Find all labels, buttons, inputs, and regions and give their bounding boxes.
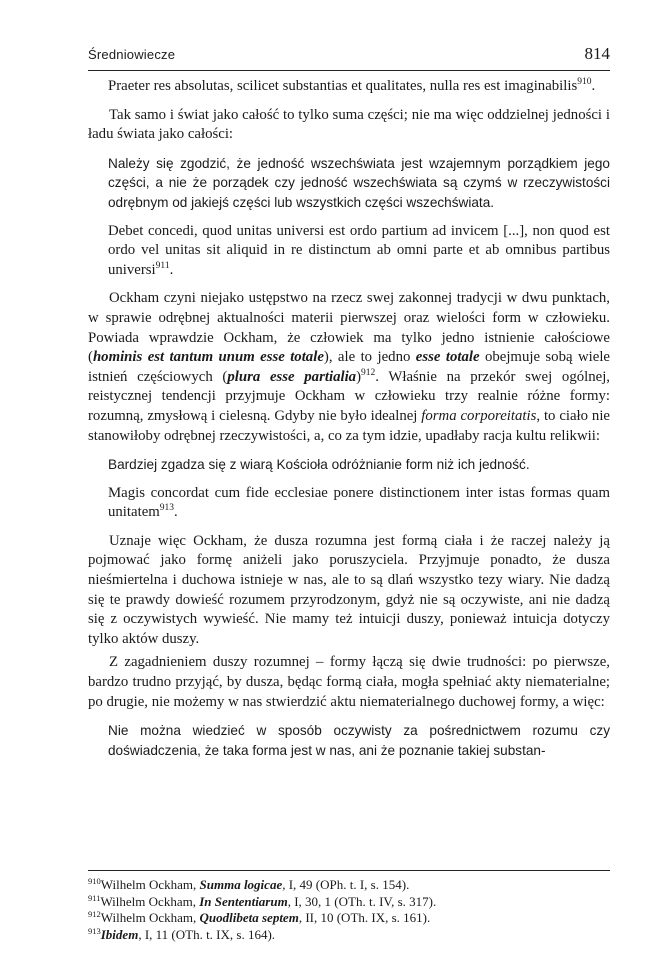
footnote-911: $^{911}$Wilhelm Ockham, In Sententiarum, I, 30, 1 (OTh. t. IV, s. 317). [88, 892, 437, 909]
latin-term: esse totale [415, 349, 480, 366]
paragraph-ockham-concession: Ockham czyni niejako ustępstwo na rzecz swej zakonnej tradycji w dwu punktach, w sprawie odrębnej aktualności materii pierwszej oraz wielości form w człowieku. Powiada wprawdzie Ockham, że człowiek ma tylko jedno istnienie całościowe (hominis est tantum unum esse totale), ale to jedno esse totale obejmuje sobą wiele istnień częściowych (plura esse partialia)$^{912}$. Właśnie na przekór swej ogólnej, reistycznej tendencji przyjmuje Ockham w człowieku trzy realnie różne formy: rozumną, zmysłową i cielesną. Gdyby nie było idealnej forma corporeitatis, to ciało nie stanowiłoby odrębnej rzeczywistości, a, co za tym idzie, upadłaby racja kultu relikwii: [88, 290, 611, 444]
footnote-913: $^{913}$Ibidem, I, 11 (OTh. t. IX, s. 164). [88, 925, 276, 942]
body-text [88, 77, 610, 760]
latin-quote-3: Magis concordat cum fide ecclesiae ponere distinctionem inter istas formas quam unitatem$^{913}$. [108, 484, 610, 521]
polish-quote-3: Nie można wiedzieć w sposób oczywisty za pośrednictwem rozumu czy doświadczenia, że taka forma jest w nas, ani że poznanie takiej substan- [108, 723, 610, 758]
paragraph-two-difficulties: Z zagadnieniem duszy rozumnej – formy łączą się dwie trudności: po pierwsze, bardzo trudno przyjąć, by dusza, będąc formą ciała, mogła spełniać akty niematerialne; po drugie, nie możemy w nas stwierdzić aktu niematerialnego duchowej formy, a więc: [88, 654, 610, 710]
latin-term: hominis est tantum unum esse totale [92, 349, 324, 366]
footnote-ref-911[interactable]: 911 [155, 260, 170, 271]
page-header [88, 44, 610, 71]
polish-quote-2: Bardziej zgadza się z wiarą Kościoła odróżnianie form niż ich jedność. [108, 457, 530, 473]
latin-quote-1: Praeter res absolutas, scilicet substantias et qualitates, nulla res est imaginabilis$^{910}$. [108, 77, 596, 94]
footnote-912: $^{912}$Wilhelm Ockham, Quodlibeta septem, II, 10 (OTh. IX, s. 161). [88, 909, 431, 925]
latin-term: plura esse partialia [227, 368, 357, 385]
latin-term: forma corporeitatis [421, 407, 537, 424]
footnote-ref-910[interactable]: 910 [577, 77, 592, 87]
footnotes [88, 870, 610, 943]
latin-quote-2: Debet concedi, quod unitas universi est ordo partium ad invicem [...], non quod est ordo vel unitas sit aliquid in re distinctum ab omni parte et ab omnibus partibus universi$^{911}$. [108, 222, 610, 278]
footnote-ref-913[interactable]: 913 [159, 503, 175, 514]
footnote-ref-912[interactable]: 912 [361, 367, 376, 378]
page [88, 44, 610, 760]
paragraph-rational-soul: Uznaje więc Ockham, że dusza rozumna jest formą ciała i że raczej należy ją pojmować jako formę aniżeli jako poruszyciela. Przyjmuje ponadto, że dusza nieśmiertelna i duchowa istnieje w nas, ale to są dlań wszystko tezy wiary. Nie dadzą się te prawdy dowieść rozumem przyrodzonym, gdyż nie są oczywiste, ani nie dadzą się z oczywistych wywieść. Nie mamy też intuicji duszy, ponieważ intuicja dotyczy tylko aktów duszy. [88, 532, 610, 647]
polish-quote-1: Należy się zgodzić, że jedność wszechświata jest wzajemnym porządkiem jego części, a nie że porządek czy jedność wszechświata są czymś w rzeczywistości odrębnym od jakiejś części lub wszystkich części wszechświata. [108, 155, 610, 210]
running-head: Średniowiecze [88, 47, 176, 62]
footnote-910: $^{910}$Wilhelm Ockham, Summa logicae, I, 49 (OPh. t. I, s. 154). [88, 876, 410, 892]
footnote-divider [88, 870, 610, 871]
paragraph-world-unity: Tak samo i świat jako całość to tylko suma części; nie ma więc oddzielnej jedności i ładu świata jako całości: [88, 106, 610, 143]
page-number: 814 [584, 44, 610, 63]
